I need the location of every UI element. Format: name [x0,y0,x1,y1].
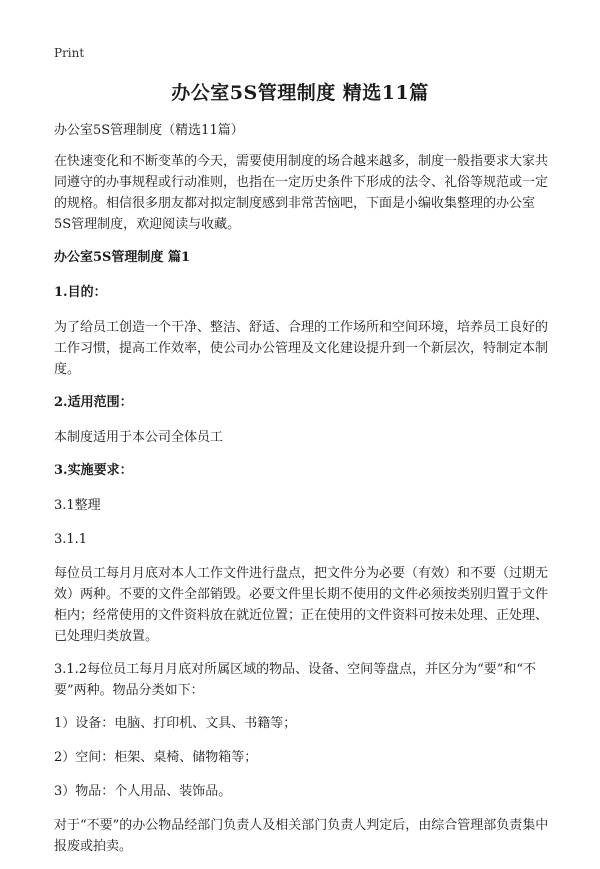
purpose-paragraph: 为了给员工创造一个干净、整洁、舒适、合理的工作场所和空间环境，培养员工良好的工作习惯，提高工作效率，使公司办公管理及文化建设提升到一个新层次，特制定本制度。 [54,320,549,377]
purpose-heading: 1.目的： [54,285,107,300]
item-3-1-1-paragraph: 每位员工每月月底对本人工作文件进行盘点，把文件分为必要（有效）和不要（过期无效）两种。不要的文件全部销毁。必要文件里长期不使用的文件必须按类别归置于文件柜内；经常使用的文件资料放在就近位置；正在使用的文件资料可按未处理、正处理、已处理归类放置。 [54,566,549,644]
item-3-1-1-label: 3.1.1 [54,532,88,547]
print-label[interactable]: Print [54,46,85,60]
document-subtitle: 办公室5S管理制度（精选11篇） [54,123,244,138]
closing-paragraph: 对于“不要”的办公物品经部门负责人及相关部门负责人判定后，由综合管理部负责集中报废或拍卖。 [54,818,549,854]
list-item: 2）空间：柜架、桌椅、储物箱等； [54,750,258,765]
sort-label: 3.1整理 [54,498,101,513]
requirements-heading: 3.实施要求： [54,463,133,478]
scope-heading: 2.适用范围： [54,395,133,410]
item-3-1-2-paragraph: 3.1.2每位员工每月月底对所属区域的物品、设备、空间等盘点，并区分为“要”和“不要”两种。物品分类如下： [54,662,537,698]
document-body [54,120,550,869]
page-title: 办公室5S管理制度 精选11篇 [171,82,429,104]
scope-paragraph: 本制度适用于本公司全体员工 [54,430,224,445]
intro-paragraph: 在快速变化和不断变革的今天，需要使用制度的场合越来越多，制度一般指要求大家共同遵守的办事规程或行动准则，也指在一定历史条件下形成的法令、礼俗等规范或一定的规格。相信很多朋友都对拟定制度感到非常苦恼吧，下面是小编收集整理的办公室5S管理制度，欢迎阅读与收藏。 [54,154,549,232]
list-item: 3）物品：个人用品、装饰品。 [54,784,232,799]
section-title: 办公室5S管理制度 篇1 [54,250,191,265]
list-item: 1）设备：电脑、打印机、文具、书籍等； [54,716,297,731]
